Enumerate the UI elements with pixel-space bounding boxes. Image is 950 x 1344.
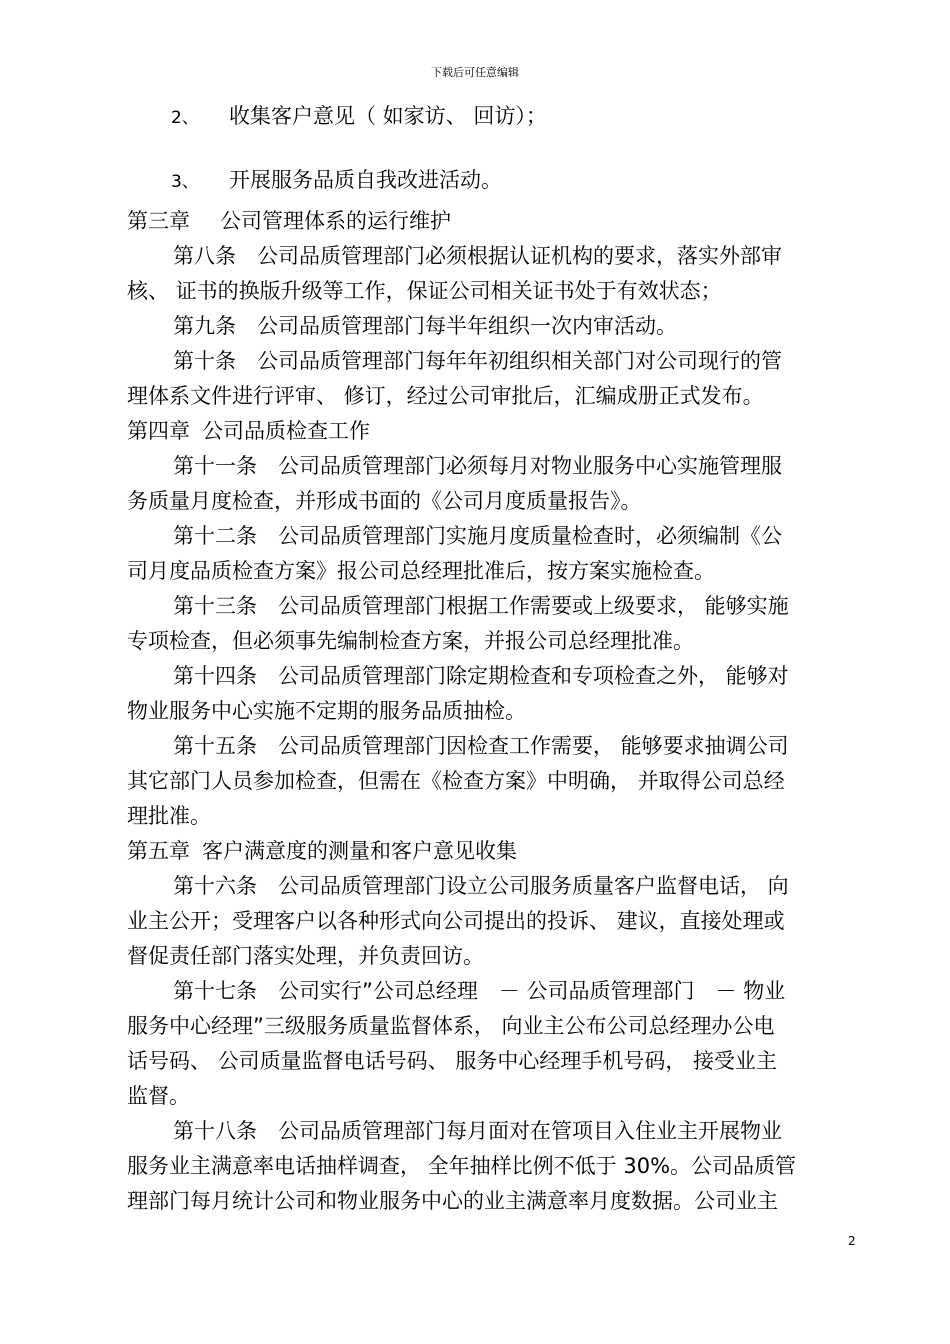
chapter-title: 公司品质检查工作 [202, 419, 370, 443]
article-line: 第十八条 公司品质管理部门每月面对在管项目入住业主开展物业 [173, 1119, 782, 1143]
article-line: 第八条 公司品质管理部门必须根据认证机构的要求，落实外部审 [173, 244, 782, 268]
chapter-heading [127, 834, 863, 869]
article-line: 第十五条 公司品质管理部门因检查工作需要， 能够要求抽调公司 [173, 734, 789, 758]
article-line: 第十一条 公司品质管理部门必须每月对物业服务中心实施管理服 [173, 454, 782, 478]
chapter-heading [127, 204, 863, 239]
document-body [127, 99, 863, 1219]
article-line: 督促责任部门落实处理，并负责回访。 [127, 944, 484, 968]
article-line: 第十六条 公司品质管理部门设立公司服务质量客户监督电话， 向 [173, 874, 789, 898]
article-line: 其它部门人员参加检查，但需在《检查方案》中明确， 并取得公司总经 [127, 769, 785, 793]
item-text: 收集客户意见（ 如家访、 回访）； [229, 104, 547, 128]
article-line: 理批准。 [127, 804, 211, 828]
numbered-item [127, 163, 863, 204]
article-line: 第十二条 公司品质管理部门实施月度质量检查时，必须编制《公 [173, 524, 782, 548]
article-line: 第十七条 公司实行”公司总经理 － 公司品质管理部门 － 物业 [173, 979, 786, 1003]
article-paragraph [127, 869, 863, 974]
article-paragraph [127, 729, 863, 834]
article-line: 专项检查，但必须事先编制检查方案，并报公司总经理批准。 [127, 629, 694, 653]
article-line: 第十四条 公司品质管理部门除定期检查和专项检查之外， 能够对 [173, 664, 789, 688]
page-number: 2 [848, 1234, 856, 1248]
article-line: 物业服务中心实施不定期的服务品质抽检。 [127, 699, 526, 723]
chapter-label: 第五章 [127, 839, 190, 863]
article-line: 第九条 公司品质管理部门每半年组织一次内审活动。 [173, 314, 677, 338]
chapter-label: 第三章 [127, 209, 190, 233]
article-line: 理体系文件进行评审、 修订，经过公司审批后，汇编成册正式发布。 [127, 384, 764, 408]
article-line: 业主公开；受理客户以各种形式向公司提出的投诉、 建议，直接处理或 [127, 909, 785, 933]
article-paragraph [127, 449, 863, 519]
article-line: 服务业主满意率电话抽样调查， 全年抽样比例不低于 30%。公司品质管 [127, 1154, 797, 1178]
page-header: 下载后可任意编辑 [431, 66, 519, 79]
article-paragraph [127, 974, 863, 1114]
article-line: 监督。 [127, 1084, 190, 1108]
article-paragraph [127, 1114, 863, 1219]
chapter-heading [127, 414, 863, 449]
article-line: 话号码、 公司质量监督电话号码、 服务中心经理手机号码， 接受业主 [127, 1049, 778, 1073]
numbered-item [127, 99, 863, 163]
article-paragraph [127, 344, 863, 414]
item-number: 2、 [171, 108, 199, 128]
item-text: 开展服务品质自我改进活动。 [229, 168, 502, 192]
article-paragraph [127, 239, 863, 309]
article-paragraph [127, 519, 863, 589]
article-line: 司月度品质检查方案》报公司总经理批准后，按方案实施检查。 [127, 559, 715, 583]
article-line: 第十条 公司品质管理部门每年年初组织相关部门对公司现行的管 [173, 349, 782, 373]
document-blocks [127, 204, 863, 1219]
article-paragraph [127, 589, 863, 659]
chapter-title: 客户满意度的测量和客户意见收集 [202, 839, 517, 863]
article-line: 核、 证书的换版升级等工作，保证公司相关证书处于有效状态； [127, 279, 722, 303]
chapter-title: 公司管理体系的运行维护 [220, 209, 451, 233]
article-paragraph [127, 309, 863, 344]
article-line: 第十三条 公司品质管理部门根据工作需要或上级要求， 能够实施 [173, 594, 789, 618]
item-number: 3、 [171, 172, 199, 192]
article-paragraph [127, 659, 863, 729]
article-line: 服务中心经理”三级服务质量监督体系， 向业主公布公司总经理办公电 [127, 1014, 775, 1038]
article-line: 理部门每月统计公司和物业服务中心的业主满意率月度数据。公司业主 [127, 1189, 778, 1213]
article-line: 务质量月度检查，并形成书面的《公司月度质量报告》。 [127, 489, 642, 513]
chapter-label: 第四章 [127, 419, 190, 443]
